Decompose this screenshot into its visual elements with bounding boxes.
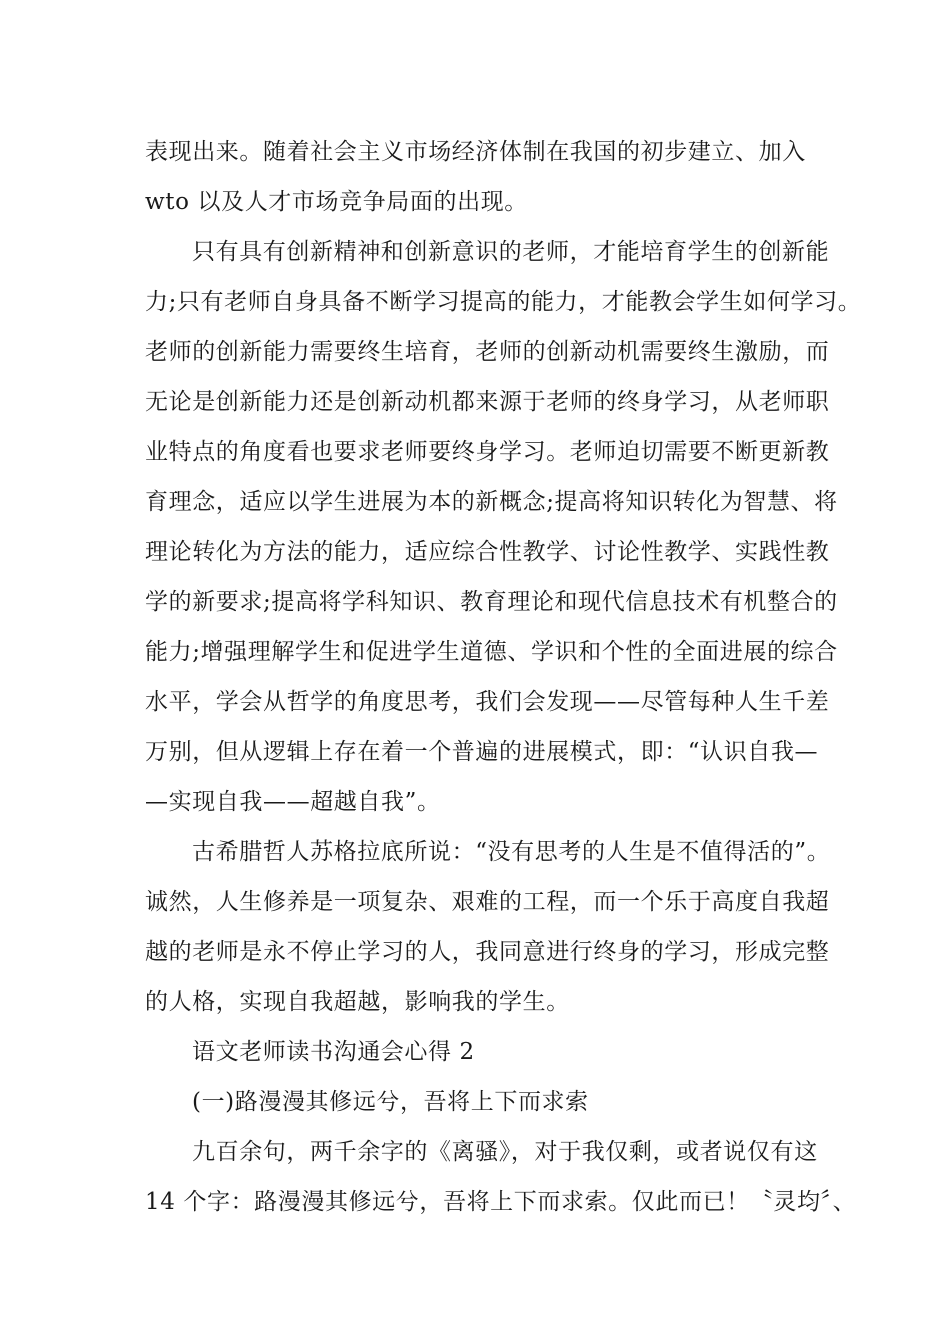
text-line: 力;只有老师自身具备不断学习提高的能力，才能教会学生如何学习。	[145, 289, 862, 315]
text-line: 理论转化为方法的能力，适应综合性教学、讨论性教学、实践性教	[145, 539, 830, 565]
text-line: 越的老师是永不停止学习的人，我同意进行终身的学习，形成完整	[145, 939, 830, 965]
text-line: wto 以及人才市场竞争局面的出现。	[145, 189, 528, 215]
text-line: 表现出来。随着社会主义市场经济体制在我国的初步建立、加入	[145, 139, 806, 165]
text-line: —实现自我——超越自我”。	[145, 789, 441, 815]
text-line: 育理念，适应以学生进展为本的新概念;提高将知识转化为智慧、将	[145, 489, 838, 515]
paragraph-start: 古希腊哲人苏格拉底所说：“没有思考的人生是不值得活的”。	[192, 839, 831, 865]
paragraph-start: 九百余句，两千余字的《离骚》，对于我仅剩，或者说仅有这	[192, 1139, 818, 1165]
text-line: 老师的创新能力需要终生培育，老师的创新动机需要终生激励，而	[145, 339, 830, 365]
text-line: 业特点的角度看也要求老师要终身学习。老师迫切需要不断更新教	[145, 439, 830, 465]
text-line: 的人格，实现自我超越，影响我的学生。	[145, 989, 570, 1015]
text-line: 14 个字：路漫漫其修远兮，吾将上下而求索。仅此而已！〝灵均〞、	[145, 1189, 857, 1215]
text-line: 学的新要求;提高将学科知识、教育理论和现代信息技术有机整合的	[145, 589, 838, 615]
text-line: 水平，学会从哲学的角度思考，我们会发现——尽管每种人生千差	[145, 689, 830, 715]
text-line: 万别，但从逻辑上存在着一个普遍的进展模式，即：“认识自我—	[145, 739, 819, 765]
text-line: 诚然，人生修养是一项复杂、艰难的工程，而一个乐于高度自我超	[145, 889, 830, 915]
text-line: 无论是创新能力还是创新动机都来源于老师的终身学习，从老师职	[145, 389, 830, 415]
text-line: 能力;增强理解学生和促进学生道德、学识和个性的全面进展的综合	[145, 639, 838, 665]
paragraph-start: 只有具有创新精神和创新意识的老师，才能培育学生的创新能	[192, 239, 830, 265]
subsection-heading: (一)路漫漫其修远兮，吾将上下而求索	[192, 1089, 589, 1115]
section-heading: 语文老师读书沟通会心得 2	[192, 1039, 475, 1065]
